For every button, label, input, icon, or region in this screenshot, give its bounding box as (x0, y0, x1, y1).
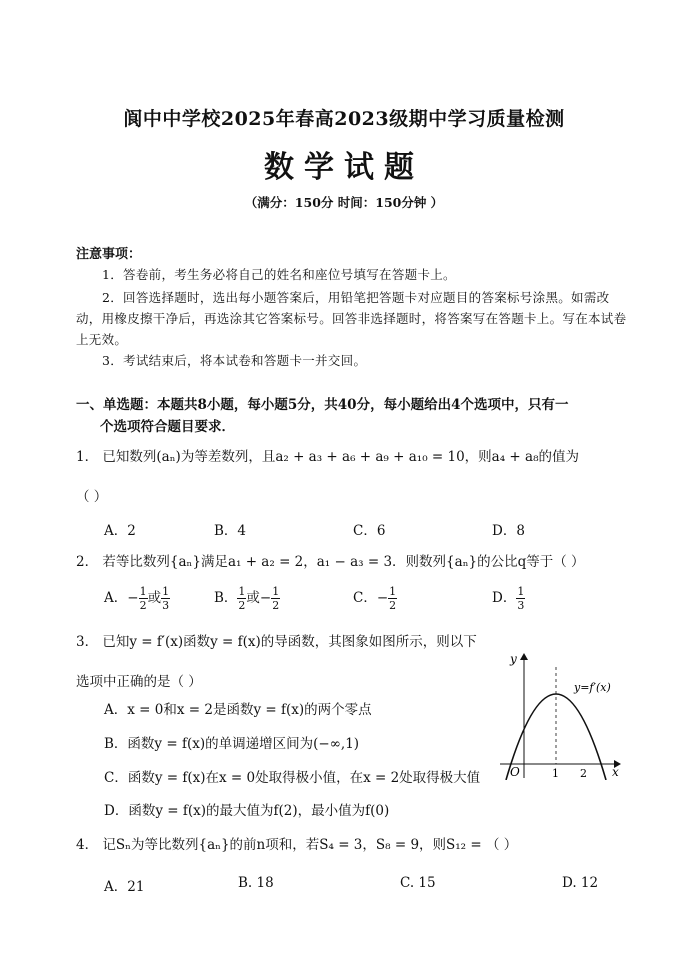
question-stem: 若等比数列{aₙ}满足a₁ + a₂ = 2，a₁ − a₃ = 3．则数列{aₙ}的公比q等于（ ） (102, 554, 585, 570)
or-text: 或 (147, 590, 162, 606)
numerator: 1 (389, 585, 397, 598)
minus-sign: − (127, 590, 139, 606)
x-axis-label: x (612, 765, 619, 779)
y-axis-label: y (510, 652, 517, 666)
option-b: B. 18 (238, 875, 274, 891)
curve-label: y=f′(x) (574, 681, 611, 694)
note-item: 2．回答选择题时，选出每小题答案后，用铅笔把答题卡对应题目的答案标号涂黑。如需改动，用橡皮擦干净后，再选涂其它答案标号。回答非选择题时，将答案写在答题卡上。写在本试卷上无效。 (76, 290, 627, 347)
fraction (388, 585, 397, 612)
question-stem: 已知y = f′(x)函数y = f(x)的导函数，其图象如图所示，则以下 (102, 634, 477, 650)
numerator: 1 (162, 585, 170, 598)
option-b (214, 585, 280, 612)
option-a: A．21 (104, 879, 145, 895)
question-2 (76, 550, 585, 570)
tick-label: 1 (552, 767, 559, 780)
section-heading-line1: 一、单选题：本题共8小题，每小题5分，共40分，每小题给出4个选项中，只有一 (76, 397, 569, 413)
option-d: D．函数y = f(x)的最大值为f(2)，最小值为f(0) (104, 803, 390, 819)
denominator: 3 (162, 599, 170, 612)
exam-meta: （满分：150分 时间：150分钟 ） (244, 195, 444, 210)
option-c: C．函数y = f(x)在x = 0处取得极小值，在x = 2处取得极大值 (104, 770, 481, 786)
option-a (104, 585, 170, 612)
question-4 (76, 833, 517, 853)
numerator: 1 (238, 585, 246, 598)
option-label: C． (353, 590, 377, 606)
option-b: B．4 (214, 523, 247, 539)
denominator: 2 (139, 599, 147, 612)
option-b: B．函数y = f(x)的单调递增区间为(−∞,1) (104, 736, 360, 752)
question-number: 2． (76, 554, 99, 570)
note-item: 1．答卷前，考生务必将自己的姓名和座位号填写在答题卡上。 (102, 267, 456, 282)
subject-title: 数学试题 (264, 150, 424, 185)
option-a: A．2 (104, 523, 136, 539)
option-label: D． (492, 590, 517, 606)
option-label: A． (104, 590, 128, 606)
derivative-graph (496, 648, 628, 780)
minus-sign: − (376, 590, 389, 606)
denominator: 2 (238, 599, 246, 612)
numerator: 1 (272, 585, 280, 598)
answer-blank: （ ） (76, 489, 108, 505)
or-text: 或− (246, 590, 272, 606)
fraction (139, 585, 148, 612)
question-number: 4． (76, 837, 99, 853)
fraction (161, 585, 170, 612)
section-heading (76, 394, 626, 438)
question-number: 1． (76, 449, 99, 465)
note-item: 3．考试结束后，将本试卷和答题卡一并交回。 (102, 353, 367, 368)
question-1 (76, 445, 579, 465)
question-number: 3． (76, 634, 99, 650)
section-heading-line2: 个选项符合题目要求． (100, 419, 235, 435)
fraction (271, 585, 280, 612)
tick-label: 2 (580, 767, 587, 780)
numerator: 1 (139, 585, 147, 598)
numerator: 1 (517, 585, 525, 598)
question-stem: 记Sₙ为等比数列{aₙ}的前n项和，若S₄ = 3，S₈ = 9，则S₁₂ = （ ） (102, 837, 518, 853)
denominator: 3 (517, 599, 525, 612)
option-c: C．6 (353, 523, 386, 539)
option-c (353, 585, 397, 612)
question-stem: 已知数列(aₙ)为等差数列，且a₂ + a₃ + a₆ + a₉ + a₁₀ = 10，则a₄ + a₈的值为 (102, 449, 579, 465)
question-3 (76, 630, 477, 650)
origin-label: O (510, 765, 520, 779)
option-d: D. 12 (562, 875, 599, 891)
question-stem-continued: 选项中正确的是（ ） (76, 674, 202, 690)
denominator: 2 (389, 599, 397, 612)
option-d: D．8 (492, 523, 525, 539)
exam-title: 阆中中学校2025年春高2023级期中学习质量检测 (123, 108, 565, 130)
notes-heading: 注意事项： (76, 247, 142, 262)
option-a: A．x = 0和x = 2是函数y = f(x)的两个零点 (104, 702, 372, 718)
option-d (492, 585, 525, 612)
fraction (516, 585, 525, 612)
denominator: 2 (272, 599, 280, 612)
option-c: C. 15 (400, 875, 436, 891)
option-label: B． (214, 590, 238, 606)
